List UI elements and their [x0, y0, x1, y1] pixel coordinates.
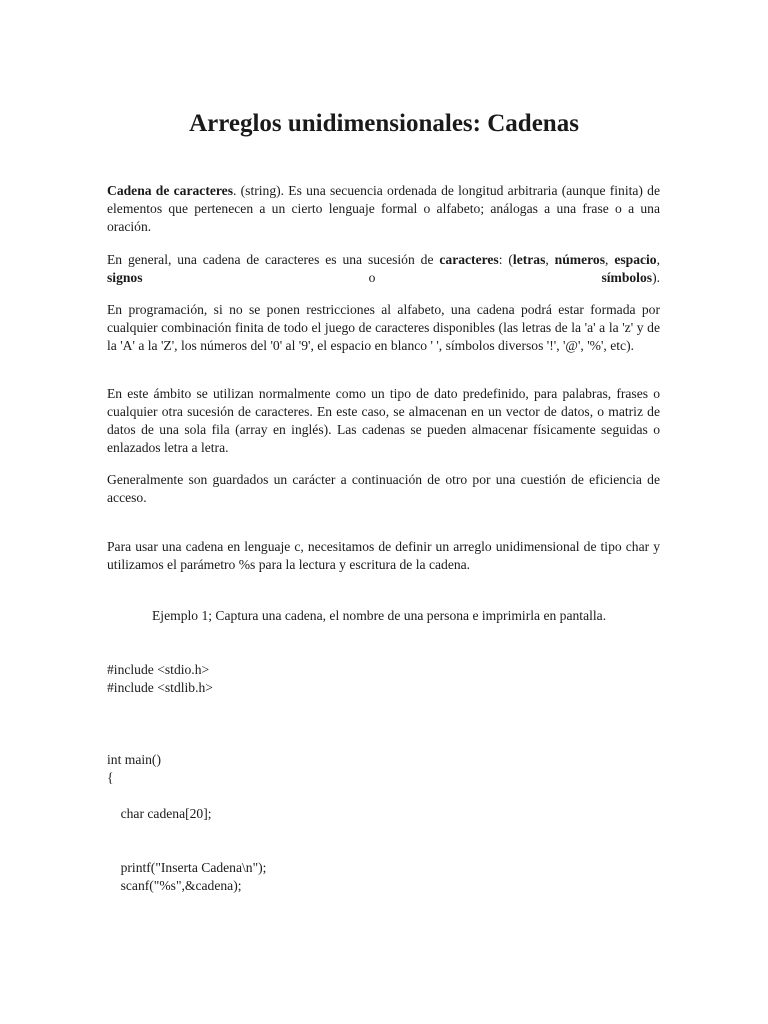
term-bold: Cadena de caracteres	[107, 183, 233, 198]
paragraph-general	[107, 251, 660, 287]
code-scanf: scanf("%s",&cadena);	[107, 878, 242, 893]
paragraph-programming: En programación, si no se ponen restricciones al alfabeto, una cadena podrá estar formada por cualquier combinación finita de todo el juego de caracteres disponibles (las letras de la 'a' a la 'z' y de la 'A' a la 'Z', los números del '0' al '9', el espacio en blanco ' ', símbolos diversos '!', '@', '%', etc).	[107, 302, 660, 353]
example-caption: Ejemplo 1; Captura una cadena, el nombre de una persona e imprimirla en pantalla.	[152, 608, 607, 623]
bold-term: caracteres	[439, 252, 499, 267]
code-printf: printf("Inserta Cadena\n");	[107, 860, 267, 875]
bold-term: letras	[512, 252, 546, 267]
text-segment: ,	[545, 252, 555, 267]
text-segment: : (	[498, 252, 513, 267]
paragraph-definition	[107, 182, 660, 236]
text-segment: o	[142, 270, 602, 285]
text-segment: ,	[656, 252, 661, 267]
bold-term: números	[554, 252, 606, 267]
text-segment: ).	[652, 270, 660, 285]
code-include-stdlib: #include <stdlib.h>	[107, 680, 213, 695]
code-declaration: char cadena[20];	[107, 806, 212, 821]
code-open-brace: {	[107, 770, 114, 785]
code-main-signature: int main()	[107, 752, 161, 767]
paragraph-scope: En este ámbito se utilizan normalmente como un tipo de dato predefinido, para palabras, frases o cualquier otra sucesión de caracteres. En este caso, se almacenan en un vector de datos, o matriz de datos de una sola fila (array en inglés). Las cadenas se pueden almacenar físicamente seguidas o enlazados letra a letra.	[107, 386, 660, 455]
bold-term: espacio	[614, 252, 657, 267]
code-include-stdio: #include <stdio.h>	[107, 662, 210, 677]
document-title: Arreglos unidimensionales: Cadenas	[189, 110, 579, 137]
paragraph-efficiency: Generalmente son guardados un carácter a continuación de otro por una cuestión de eficiencia de acceso.	[107, 472, 660, 505]
paragraph-usage: Para usar una cadena en lenguaje c, necesitamos de definir un arreglo unidimensional de tipo char y utilizamos el parámetro %s para la lectura y escritura de la cadena.	[107, 539, 660, 572]
definition-text: . (string). Es una secuencia ordenada de longitud arbitraria (aunque finita) de elementos que pertenecen a un cierto lenguaje formal o alfabeto; análogas a una frase o a una oración.	[107, 183, 661, 234]
text-segment: ,	[605, 252, 615, 267]
bold-term: símbolos	[601, 270, 653, 285]
text-segment: En general, una cadena de caracteres es una sucesión de	[107, 252, 440, 267]
bold-term: signos	[107, 270, 143, 285]
